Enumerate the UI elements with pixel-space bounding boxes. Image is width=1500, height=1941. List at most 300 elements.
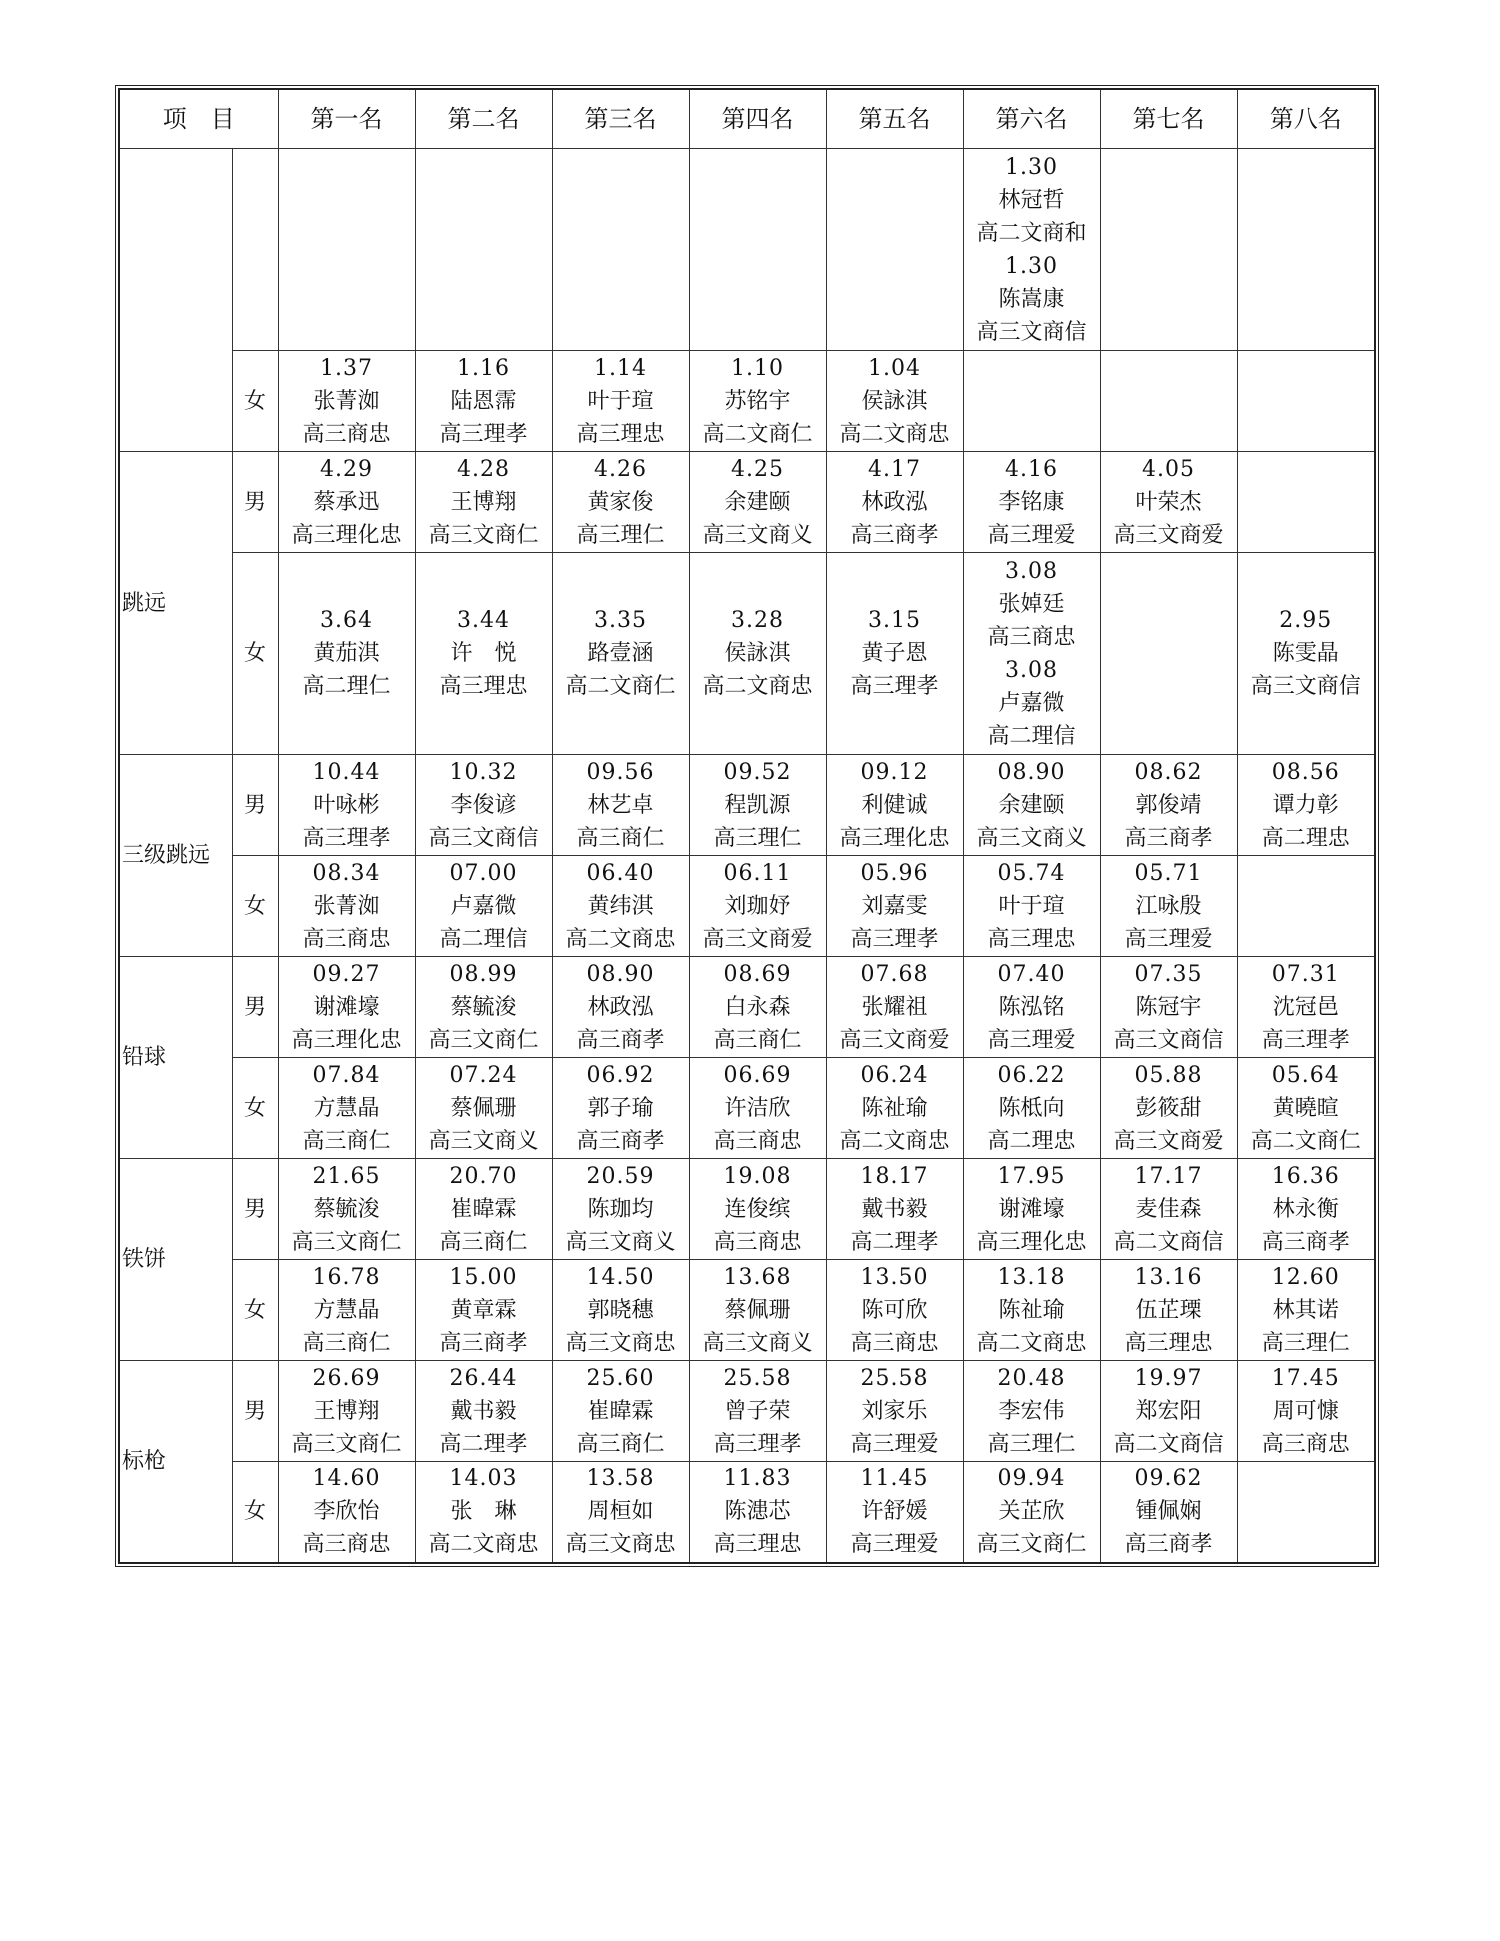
athlete-class: 高三商仁	[576, 825, 665, 851]
place-cell	[1100, 553, 1237, 755]
place-cell	[963, 1159, 1100, 1260]
result-score: 3.15	[868, 608, 921, 633]
athlete-class: 高三文商仁	[976, 1532, 1087, 1558]
place-cell	[1100, 452, 1237, 553]
athlete-class: 高三文商义	[702, 1330, 813, 1356]
result-score: 06.69	[723, 1062, 792, 1088]
place-cell	[963, 856, 1100, 957]
gender-cell	[232, 149, 278, 351]
athlete-class: 高二文商忠	[839, 421, 950, 447]
event-name-cell: 铅球	[119, 957, 232, 1159]
result-score: 4.05	[1142, 456, 1195, 482]
result-score: 11.83	[723, 1466, 792, 1492]
athlete-class: 高三理孝	[439, 421, 528, 447]
athlete-name: 陈冠宇	[1135, 994, 1202, 1020]
result-row	[119, 1462, 1375, 1563]
result-score: 07.84	[312, 1062, 381, 1088]
result-score: 4.25	[731, 456, 784, 482]
athlete-name: 陈珈均	[587, 1196, 654, 1222]
athlete-class: 高三理孝	[302, 825, 391, 851]
result-score: 08.69	[723, 961, 792, 987]
athlete-name: 叶于瑄	[998, 893, 1065, 919]
gender-cell: 女	[232, 1462, 278, 1563]
athlete-name: 侯詠淇	[724, 641, 791, 666]
athlete-name: 利健诚	[861, 792, 928, 818]
athlete-class: 高三商忠	[302, 926, 391, 952]
athlete-class: 高二文商忠	[702, 674, 813, 699]
athlete-name: 沈冠邑	[1272, 994, 1339, 1020]
place-cell	[1100, 1462, 1237, 1563]
place-cell	[278, 1361, 415, 1462]
athlete-name: 戴书毅	[861, 1196, 928, 1222]
place-cell	[1100, 1361, 1237, 1462]
athlete-class: 高三理忠	[713, 1532, 802, 1558]
place-cell	[963, 1058, 1100, 1159]
result-score: 20.70	[449, 1163, 518, 1189]
athlete-name: 陆恩霈	[450, 388, 517, 414]
place-cell	[826, 1462, 963, 1563]
result-score: 07.31	[1271, 961, 1340, 987]
place-cell	[826, 1361, 963, 1462]
header-place-3: 第三名	[552, 89, 689, 149]
place-cell	[1237, 1361, 1375, 1462]
result-score: 14.50	[586, 1264, 655, 1290]
athlete-name: 林艺卓	[587, 792, 654, 818]
athlete-class: 高二理忠	[1261, 825, 1350, 851]
athlete-class: 高三文商仁	[428, 1027, 539, 1053]
athlete-name: 林其诺	[1272, 1297, 1339, 1323]
result-score: 06.11	[723, 860, 792, 886]
athlete-name: 陈雯晶	[1272, 641, 1339, 666]
result-score: 16.78	[312, 1264, 381, 1290]
result-row	[119, 452, 1375, 553]
result-score: 20.59	[586, 1163, 655, 1189]
place-cell	[552, 553, 689, 755]
result-score: 25.58	[860, 1365, 929, 1391]
athlete-class: 高二文商仁	[1250, 1128, 1361, 1154]
athlete-name: 侯詠淇	[861, 388, 928, 414]
athlete-class: 高三商忠	[713, 1229, 802, 1255]
gender-cell: 女	[232, 856, 278, 957]
athlete-class: 高三理孝	[850, 674, 939, 699]
athlete-class: 高三文商义	[428, 1128, 539, 1154]
gender-cell: 男	[232, 452, 278, 553]
athlete-name: 方慧晶	[313, 1095, 380, 1121]
athlete-name: 周可慷	[1272, 1398, 1339, 1424]
place-cell	[552, 755, 689, 856]
result-score: 3.08	[1005, 657, 1058, 683]
place-cell	[826, 351, 963, 452]
result-score: 25.60	[586, 1365, 655, 1391]
athlete-class: 高三理爱	[850, 1532, 939, 1558]
header-row	[119, 89, 1375, 149]
athlete-class: 高三商忠	[713, 1128, 802, 1154]
place-cell	[1100, 351, 1237, 452]
result-score: 2.95	[1279, 608, 1333, 633]
athlete-name: 林永衡	[1272, 1196, 1339, 1222]
athlete-name: 张菁洳	[313, 388, 380, 414]
athlete-class: 高三理化忠	[976, 1229, 1087, 1255]
result-score: 05.88	[1134, 1062, 1203, 1088]
place-cell	[689, 1159, 826, 1260]
result-score: 05.71	[1134, 860, 1203, 886]
result-score: 18.17	[860, 1163, 929, 1189]
result-score: 08.90	[997, 759, 1066, 785]
athlete-class: 高三文商义	[976, 825, 1087, 851]
result-row	[119, 149, 1375, 351]
athlete-class: 高二文商仁	[565, 674, 676, 699]
athlete-class: 高三商忠	[1261, 1431, 1350, 1457]
athlete-class: 高二理忠	[987, 1128, 1076, 1154]
result-score: 06.92	[586, 1062, 655, 1088]
place-cell	[1100, 957, 1237, 1058]
athlete-class: 高三文商爱	[839, 1027, 950, 1053]
place-cell	[689, 1058, 826, 1159]
athlete-name: 余建颐	[724, 489, 791, 515]
athlete-class: 高三商仁	[439, 1229, 528, 1255]
place-cell	[963, 1361, 1100, 1462]
results-table	[118, 88, 1376, 1564]
athlete-class: 高三商孝	[850, 522, 939, 548]
result-score: 4.16	[1005, 456, 1058, 482]
result-score: 05.96	[860, 860, 929, 886]
athlete-class: 高二理孝	[439, 1431, 528, 1457]
athlete-name: 李欣怡	[313, 1499, 380, 1525]
place-cell	[278, 149, 415, 351]
athlete-class: 高三理化忠	[839, 825, 950, 851]
athlete-name: 彭筱甜	[1135, 1095, 1202, 1121]
athlete-class: 高二文商忠	[565, 926, 676, 952]
place-cell	[552, 1361, 689, 1462]
place-cell	[689, 553, 826, 755]
athlete-class: 高三文商信	[428, 825, 539, 851]
header-place-7: 第七名	[1100, 89, 1237, 149]
place-cell	[1237, 1462, 1375, 1563]
place-cell	[278, 1159, 415, 1260]
athlete-class: 高二文商忠	[976, 1330, 1087, 1356]
place-cell	[826, 553, 963, 755]
athlete-name: 刘嘉雯	[861, 893, 928, 919]
place-cell	[1237, 755, 1375, 856]
athlete-name: 张 琳	[450, 1499, 517, 1525]
athlete-name: 郭子瑜	[587, 1095, 654, 1121]
athlete-class: 高三商仁	[713, 1027, 802, 1053]
header-item: 项 目	[119, 89, 278, 149]
result-score: 4.29	[320, 456, 373, 482]
place-cell	[552, 351, 689, 452]
athlete-name: 林冠哲	[998, 187, 1065, 213]
athlete-class: 高三文商仁	[291, 1229, 402, 1255]
result-score: 09.12	[860, 759, 929, 785]
results-body	[119, 149, 1375, 1563]
athlete-name: 连俊缤	[724, 1196, 791, 1222]
place-cell	[689, 856, 826, 957]
gender-cell: 女	[232, 1260, 278, 1361]
athlete-name: 林政泓	[587, 994, 654, 1020]
athlete-name: 陈嵩康	[998, 286, 1065, 312]
athlete-name: 卢嘉微	[998, 690, 1065, 716]
place-cell	[1237, 1159, 1375, 1260]
place-cell	[963, 351, 1100, 452]
result-score: 3.64	[320, 608, 373, 633]
athlete-name: 陈可欣	[861, 1297, 928, 1323]
result-score: 20.48	[997, 1365, 1066, 1391]
athlete-name: 麦佳森	[1135, 1196, 1202, 1222]
event-name-cell: 标枪	[119, 1361, 232, 1563]
athlete-name: 关芷欣	[998, 1499, 1065, 1525]
result-score: 06.40	[586, 860, 655, 886]
place-cell	[826, 149, 963, 351]
result-score: 09.52	[723, 759, 792, 785]
result-score: 08.62	[1134, 759, 1203, 785]
result-score: 17.95	[997, 1163, 1066, 1189]
athlete-name: 张耀祖	[861, 994, 928, 1020]
gender-cell: 女	[232, 1058, 278, 1159]
athlete-class: 高三文商信	[1113, 1027, 1224, 1053]
result-row	[119, 351, 1375, 452]
athlete-name: 张菁洳	[313, 893, 380, 919]
athlete-name: 白永森	[724, 994, 791, 1020]
result-score: 13.68	[723, 1264, 792, 1290]
place-cell	[552, 452, 689, 553]
athlete-class: 高三商忠	[302, 421, 391, 447]
result-score: 08.34	[312, 860, 381, 886]
gender-cell: 男	[232, 957, 278, 1058]
athlete-class: 高三理爱	[850, 1431, 939, 1457]
header-place-2: 第二名	[415, 89, 552, 149]
place-cell	[552, 1260, 689, 1361]
athlete-name: 方慧晶	[313, 1297, 380, 1323]
athlete-class: 高三理孝	[850, 926, 939, 952]
athlete-name: 林政泓	[861, 489, 928, 515]
result-score: 4.26	[594, 456, 647, 482]
athlete-name: 陈祉瑜	[861, 1095, 928, 1121]
athlete-name: 曾子荣	[724, 1398, 791, 1424]
athlete-name: 郭俊靖	[1135, 792, 1202, 818]
result-score: 13.58	[586, 1466, 655, 1492]
place-cell	[1237, 351, 1375, 452]
place-cell	[689, 452, 826, 553]
athlete-name: 卢嘉微	[450, 893, 517, 919]
athlete-class: 高三理忠	[1124, 1330, 1213, 1356]
header-place-5: 第五名	[826, 89, 963, 149]
athlete-name: 张婥廷	[998, 591, 1065, 617]
place-cell	[415, 351, 552, 452]
place-cell	[278, 351, 415, 452]
place-cell	[689, 1462, 826, 1563]
result-score: 3.28	[731, 608, 784, 633]
place-cell	[552, 149, 689, 351]
athlete-name: 陈柢向	[998, 1095, 1065, 1121]
result-score: 14.60	[312, 1466, 381, 1492]
place-cell	[415, 856, 552, 957]
athlete-class: 高三商孝	[1261, 1229, 1350, 1255]
athlete-name: 蔡承迅	[313, 489, 380, 515]
athlete-name: 戴书毅	[450, 1398, 517, 1424]
place-cell	[1237, 856, 1375, 957]
result-score: 09.62	[1134, 1466, 1203, 1492]
athlete-class: 高二理信	[439, 926, 528, 952]
result-score: 13.16	[1134, 1264, 1203, 1290]
place-cell	[278, 957, 415, 1058]
place-cell	[415, 755, 552, 856]
place-cell	[552, 856, 689, 957]
result-score: 4.28	[457, 456, 510, 482]
athlete-name: 叶咏彬	[313, 792, 380, 818]
result-score: 1.37	[320, 355, 373, 381]
result-score: 17.45	[1271, 1365, 1340, 1391]
result-score: 3.44	[457, 608, 510, 633]
athlete-name: 郭晓穗	[587, 1297, 654, 1323]
result-score: 06.22	[997, 1062, 1066, 1088]
place-cell	[415, 1058, 552, 1159]
result-score: 26.69	[312, 1365, 381, 1391]
athlete-class: 高三理孝	[1261, 1027, 1350, 1053]
athlete-class: 高三文商信	[1250, 674, 1361, 699]
event-name-cell: 三级跳远	[119, 755, 232, 957]
athlete-name: 许 悦	[450, 641, 517, 666]
athlete-class: 高三商仁	[302, 1330, 391, 1356]
place-cell	[278, 452, 415, 553]
athlete-class: 高三理忠	[439, 674, 528, 699]
place-cell	[415, 553, 552, 755]
gender-cell: 女	[232, 553, 278, 755]
athlete-name: 崔暐霖	[587, 1398, 654, 1424]
gender-cell: 男	[232, 1361, 278, 1462]
result-score: 06.24	[860, 1062, 929, 1088]
athlete-class: 高三理爱	[1124, 926, 1213, 952]
athlete-name: 苏铭宇	[724, 388, 791, 414]
place-cell	[689, 957, 826, 1058]
result-row	[119, 856, 1375, 957]
result-score: 09.56	[586, 759, 655, 785]
athlete-name: 蔡佩珊	[724, 1297, 791, 1323]
result-score: 07.24	[449, 1062, 518, 1088]
header-place-1: 第一名	[278, 89, 415, 149]
result-score: 1.04	[868, 355, 921, 381]
athlete-name: 李俊谚	[450, 792, 517, 818]
place-cell	[1237, 149, 1375, 351]
place-cell	[1100, 1159, 1237, 1260]
result-score: 19.08	[723, 1163, 792, 1189]
place-cell	[826, 755, 963, 856]
result-score: 15.00	[449, 1264, 518, 1290]
place-cell	[689, 1361, 826, 1462]
athlete-class: 高三商忠	[850, 1330, 939, 1356]
place-cell	[278, 1260, 415, 1361]
result-score: 3.08	[1005, 558, 1058, 584]
athlete-class: 高三理仁	[987, 1431, 1076, 1457]
place-cell	[1100, 856, 1237, 957]
place-cell	[278, 755, 415, 856]
athlete-name: 谢滩壕	[998, 1196, 1065, 1222]
athlete-class: 高二文商仁	[702, 421, 813, 447]
athlete-name: 刘家乐	[861, 1398, 928, 1424]
place-cell	[278, 1462, 415, 1563]
athlete-name: 叶于瑄	[587, 388, 654, 414]
place-cell	[1237, 957, 1375, 1058]
athlete-name: 王博翔	[450, 489, 517, 515]
result-row	[119, 553, 1375, 755]
place-cell	[963, 1260, 1100, 1361]
result-score: 25.58	[723, 1365, 792, 1391]
result-score: 16.36	[1271, 1163, 1340, 1189]
place-cell	[415, 957, 552, 1058]
athlete-name: 许舒媛	[861, 1499, 928, 1525]
place-cell	[963, 1462, 1100, 1563]
athlete-class: 高三商孝	[576, 1128, 665, 1154]
athlete-name: 锺佩娴	[1135, 1499, 1202, 1525]
athlete-class: 高三商仁	[302, 1128, 391, 1154]
athlete-class: 高三文商信	[976, 319, 1087, 345]
gender-cell: 女	[232, 351, 278, 452]
athlete-class: 高三理孝	[713, 1431, 802, 1457]
athlete-class: 高二文商忠	[428, 1532, 539, 1558]
athlete-class: 高三理化忠	[291, 522, 402, 548]
athlete-name: 崔暐霖	[450, 1196, 517, 1222]
result-score: 21.65	[312, 1163, 381, 1189]
athlete-class: 高三商孝	[439, 1330, 528, 1356]
athlete-class: 高二文商信	[1113, 1229, 1224, 1255]
result-row	[119, 1058, 1375, 1159]
athlete-class: 高三文商仁	[291, 1431, 402, 1457]
athlete-class: 高三文商义	[565, 1229, 676, 1255]
place-cell	[1100, 1260, 1237, 1361]
athlete-name: 路壹涵	[587, 641, 654, 666]
athlete-name: 程凯源	[724, 792, 791, 818]
athlete-class: 高三商孝	[1124, 825, 1213, 851]
place-cell	[278, 553, 415, 755]
result-score: 1.10	[731, 355, 784, 381]
athlete-name: 李铭康	[998, 489, 1065, 515]
athlete-name: 黄曉暄	[1272, 1095, 1339, 1121]
result-score: 17.17	[1134, 1163, 1203, 1189]
result-score: 3.35	[594, 608, 647, 633]
place-cell	[1100, 149, 1237, 351]
event-name-cell: 跳远	[119, 452, 232, 755]
place-cell	[1237, 452, 1375, 553]
place-cell	[826, 957, 963, 1058]
place-cell	[963, 957, 1100, 1058]
place-cell	[689, 149, 826, 351]
athlete-class: 高三理化忠	[291, 1027, 402, 1053]
result-score: 07.35	[1134, 961, 1203, 987]
place-cell	[415, 1260, 552, 1361]
athlete-class: 高三理仁	[576, 522, 665, 548]
place-cell	[689, 351, 826, 452]
result-score: 05.74	[997, 860, 1066, 886]
place-cell	[689, 1260, 826, 1361]
result-score: 10.32	[449, 759, 518, 785]
result-score: 08.56	[1271, 759, 1340, 785]
result-score: 4.17	[868, 456, 921, 482]
athlete-class: 高三理仁	[713, 825, 802, 851]
result-score: 07.00	[449, 860, 518, 886]
athlete-name: 余建颐	[998, 792, 1065, 818]
athlete-name: 叶荣杰	[1135, 489, 1202, 515]
place-cell	[826, 1159, 963, 1260]
gender-cell: 男	[232, 1159, 278, 1260]
result-row	[119, 755, 1375, 856]
event-name-cell	[119, 149, 232, 452]
athlete-class: 高二文商信	[1113, 1431, 1224, 1457]
athlete-class: 高三理爱	[987, 1027, 1076, 1053]
athlete-name: 郑宏阳	[1135, 1398, 1202, 1424]
result-row	[119, 957, 1375, 1058]
result-score: 09.27	[312, 961, 381, 987]
place-cell	[826, 1058, 963, 1159]
place-cell	[415, 452, 552, 553]
